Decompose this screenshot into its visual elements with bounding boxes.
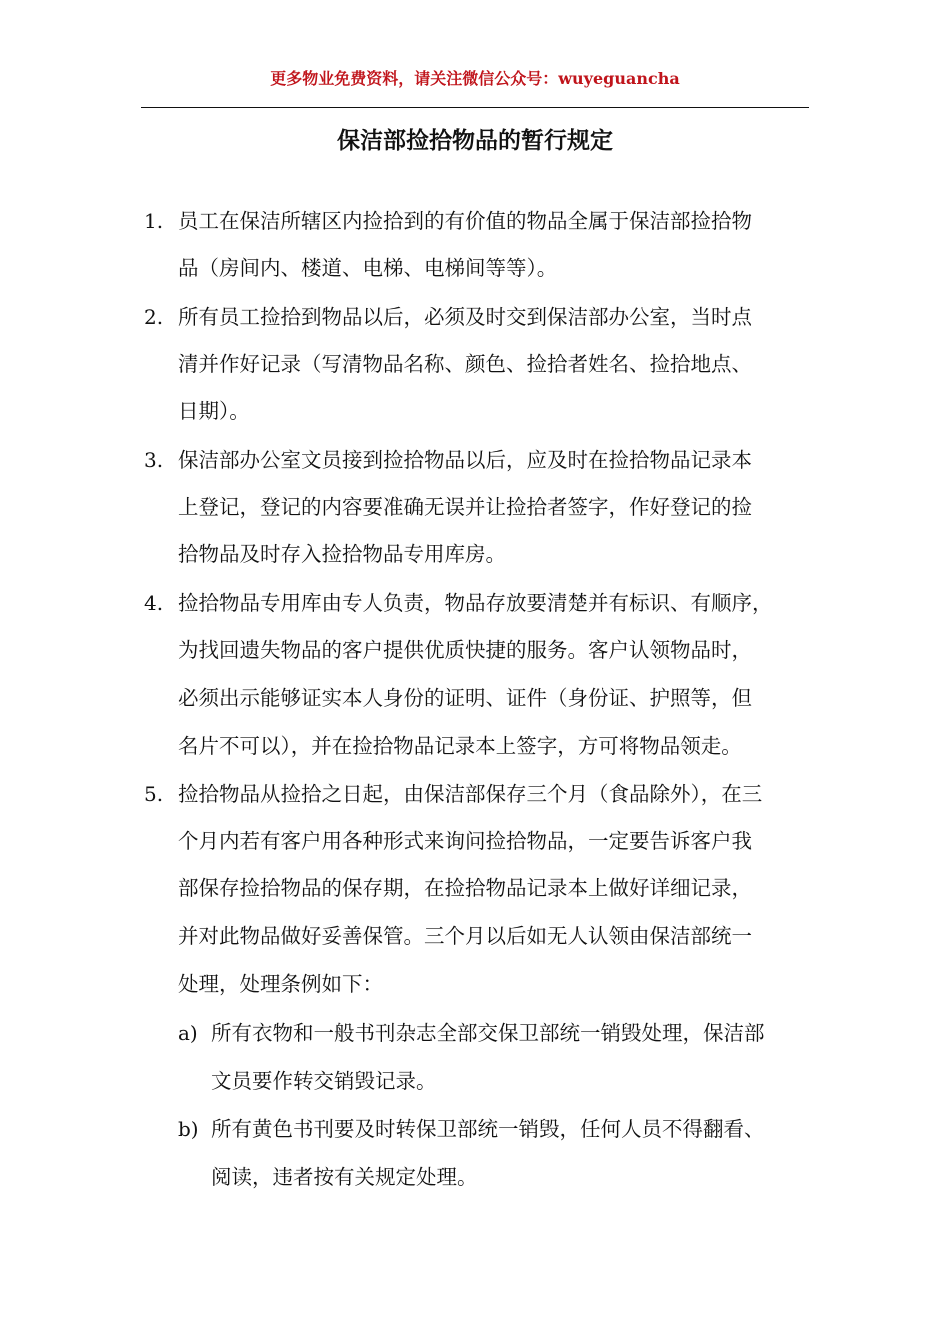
item-number: 3. xyxy=(144,448,164,472)
item-line: 名片不可以），并在捡拾物品记录本上签字，方可将物品领走。 xyxy=(178,734,742,758)
item-line: 处理，处理条例如下： xyxy=(178,972,383,996)
item-line: 为找回遗失物品的客户提供优质快捷的服务。客户认领物品时， xyxy=(178,638,752,662)
item-line: 捡拾物品从捡拾之日起，由保洁部保存三个月（食品除外），在三 xyxy=(178,782,763,806)
item-line: 日期）。 xyxy=(178,399,250,423)
subitem-line: 阅读，违者按有关规定处理。 xyxy=(211,1165,478,1189)
header-note: 更多物业免费资料，请关注微信公众号：wuyeguancha xyxy=(270,69,680,88)
item-number: 1. xyxy=(144,209,164,233)
item-line: 个月内若有客户用各种形式来询问捡拾物品，一定要告诉客户我 xyxy=(178,829,752,853)
item-line: 部保存捡拾物品的保存期，在捡拾物品记录本上做好详细记录， xyxy=(178,876,752,900)
item-line: 员工在保洁所辖区内捡拾到的有价值的物品全属于保洁部捡拾物 xyxy=(178,209,752,233)
subitem-line: 所有黄色书刊要及时转保卫部统一销毁，任何人员不得翻看、 xyxy=(211,1117,765,1141)
item-line: 必须出示能够证实本人身份的证明、证件（身份证、护照等，但 xyxy=(178,686,752,710)
item-line: 保洁部办公室文员接到捡拾物品以后，应及时在捡拾物品记录本 xyxy=(178,448,752,472)
subitem-marker: a) xyxy=(178,1021,198,1045)
subitem-line: 所有衣物和一般书刊杂志全部交保卫部统一销毁处理，保洁部 xyxy=(211,1021,765,1045)
item-line: 拾物品及时存入捡拾物品专用库房。 xyxy=(178,542,506,566)
item-line: 并对此物品做好妥善保管。三个月以后如无人认领由保洁部统一 xyxy=(178,924,752,948)
subitem-marker: b) xyxy=(178,1117,199,1141)
item-number: 5. xyxy=(144,782,164,806)
header-rule xyxy=(141,107,809,108)
subitem-line: 文员要作转交销毁记录。 xyxy=(211,1069,437,1093)
item-line: 上登记，登记的内容要准确无误并让捡拾者签字，作好登记的捡 xyxy=(178,495,752,519)
item-line: 捡拾物品专用库由专人负责，物品存放要清楚并有标识、有顺序， xyxy=(178,591,773,615)
item-number: 4. xyxy=(144,591,164,615)
item-line: 所有员工捡拾到物品以后，必须及时交到保洁部办公室，当时点 xyxy=(178,305,752,329)
item-line: 品（房间内、楼道、电梯、电梯间等等）。 xyxy=(178,256,558,280)
item-line: 清并作好记录（写清物品名称、颜色、捡拾者姓名、捡拾地点、 xyxy=(178,352,752,376)
document-title: 保洁部捡拾物品的暂行规定 xyxy=(337,128,613,154)
item-number: 2. xyxy=(144,305,164,329)
